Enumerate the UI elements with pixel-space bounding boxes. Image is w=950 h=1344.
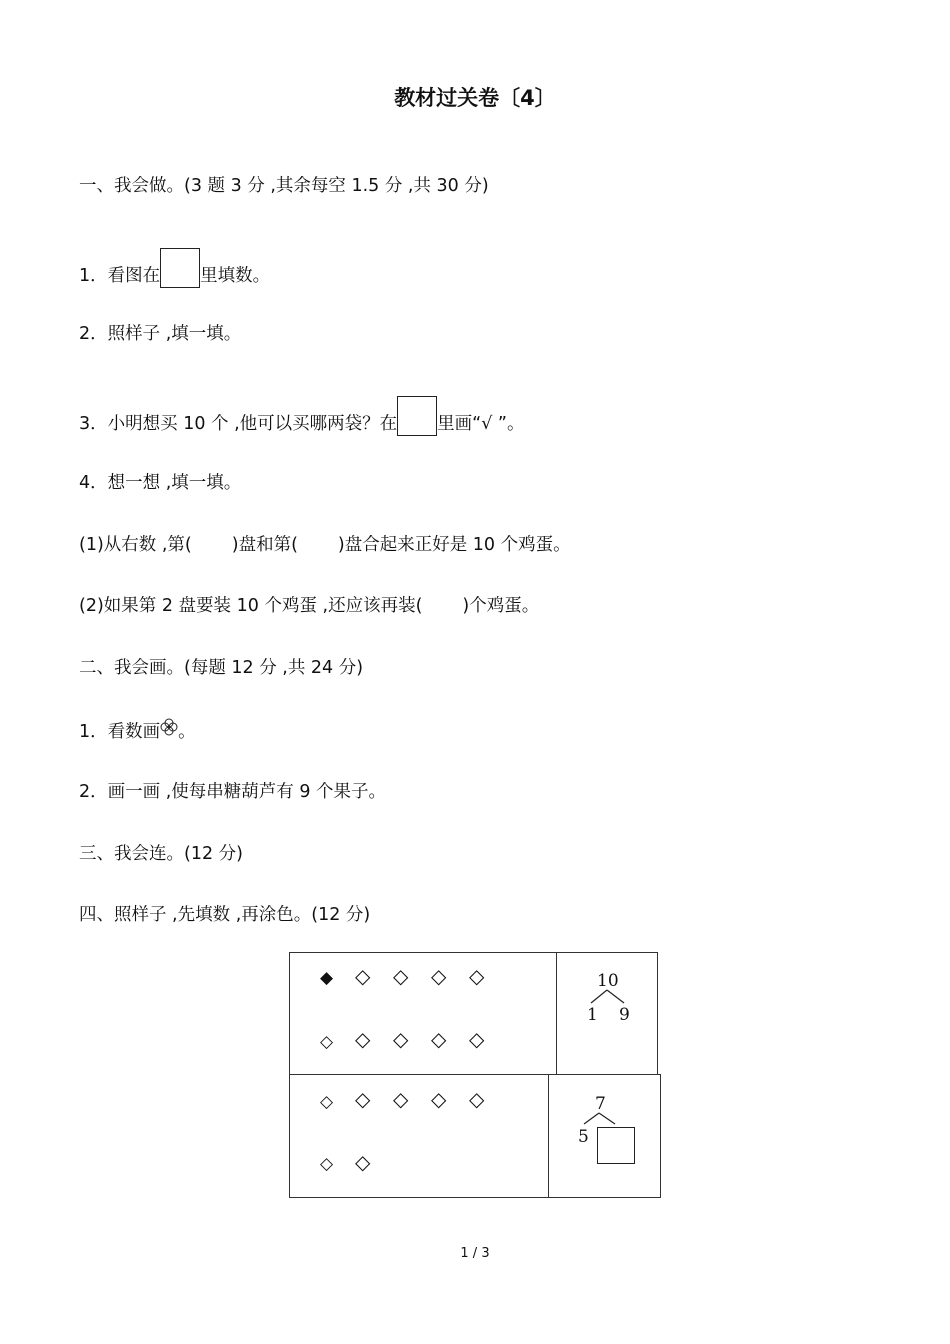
section4-heading: 四、照样子 ,先填数 ,再涂色。(12 分) [79, 905, 371, 925]
diamond-icon[interactable]: ◇ [355, 1150, 371, 1174]
diamond-icon[interactable]: ◇ [431, 1027, 447, 1051]
table-border [289, 952, 657, 953]
diamond-icon[interactable]: ◇ [431, 964, 447, 988]
diamond-icon[interactable]: ◇ [393, 964, 409, 988]
diamond-icon[interactable]: ◇ [355, 1027, 371, 1051]
bond-left-number: 1 [587, 1005, 598, 1025]
q1-prefix: 1．看图在 [79, 266, 161, 286]
bond-branch-icon [588, 989, 628, 1005]
diamond-icon[interactable]: ◇ [393, 1027, 409, 1051]
q3-suffix: 里画“√ ”。 [437, 414, 525, 434]
section2-heading: 二、我会画。(每题 12 分 ,共 24 分) [79, 658, 364, 678]
table-divider [556, 952, 557, 1075]
diamond-icon[interactable]: ◇ [320, 1092, 334, 1112]
table-border [289, 1197, 661, 1198]
question-2-2: 2．画一画 ,使每串糖葫芦有 9 个果子。 [79, 782, 387, 802]
diamond-icon[interactable]: ◇ [469, 1087, 485, 1111]
diamond-icon[interactable]: ◇ [355, 1087, 371, 1111]
section3-heading: 三、我会连。(12 分) [79, 844, 243, 864]
diamond-icon[interactable]: ◇ [469, 1027, 485, 1051]
question-1-1 [79, 248, 270, 288]
q2-1-suffix: 。 [178, 722, 196, 742]
bond-left-number: 5 [578, 1127, 589, 1147]
bond-top-number: 10 [597, 971, 619, 991]
q4-2-part-b: )个鸡蛋。 [462, 596, 540, 616]
filled-diamond-icon: ◆ [320, 968, 334, 988]
q4-1-part-c: )盘合起来正好是 10 个鸡蛋。 [337, 535, 571, 555]
q1-suffix: 里填数。 [200, 266, 271, 286]
table-divider [548, 1074, 549, 1197]
q2-1-prefix: 1．看数画 [79, 722, 161, 742]
diamond-icon[interactable]: ◇ [320, 1154, 334, 1174]
question-1-4-2 [79, 594, 539, 618]
q3-prefix: 3．小明想买 10 个 ,他可以买哪两袋？在 [79, 414, 398, 434]
question-1-2: 2．照样子 ,填一填。 [79, 324, 242, 344]
page-number: 1 / 3 [460, 1246, 490, 1261]
diamond-icon[interactable]: ◇ [393, 1087, 409, 1111]
table-divider [289, 1074, 661, 1075]
table-border [660, 1074, 661, 1197]
diamond-icon[interactable]: ◇ [355, 964, 371, 988]
bond-right-number: 9 [619, 1005, 630, 1025]
bond-branch-icon [582, 1112, 618, 1126]
question-1-3 [79, 396, 525, 436]
diamond-icon[interactable]: ◇ [320, 1032, 334, 1052]
question-2-1 [79, 718, 196, 744]
q4-1-part-b: )盘和第( [231, 535, 298, 555]
question-1-4: 4．想一想 ,填一填。 [79, 473, 242, 493]
section1-heading: 一、我会做。(3 题 3 分 ,其余每空 1.5 分 ,共 30 分) [79, 176, 489, 196]
diamond-icon[interactable]: ◇ [469, 964, 485, 988]
bond-top-number: 7 [595, 1094, 606, 1114]
table-border [657, 952, 658, 1075]
answer-box[interactable] [160, 248, 200, 288]
flower-icon [160, 718, 178, 738]
page-title: 教材过关卷〔4〕 [394, 86, 556, 110]
answer-box[interactable] [397, 396, 437, 436]
question-1-4-1 [79, 533, 571, 557]
answer-box[interactable] [597, 1127, 635, 1164]
diamond-icon[interactable]: ◇ [431, 1087, 447, 1111]
q4-2-part-a: (2)如果第 2 盘要装 10 个鸡蛋 ,还应该再装( [79, 596, 423, 616]
q4-1-part-a: (1)从右数 ,第( [79, 535, 192, 555]
